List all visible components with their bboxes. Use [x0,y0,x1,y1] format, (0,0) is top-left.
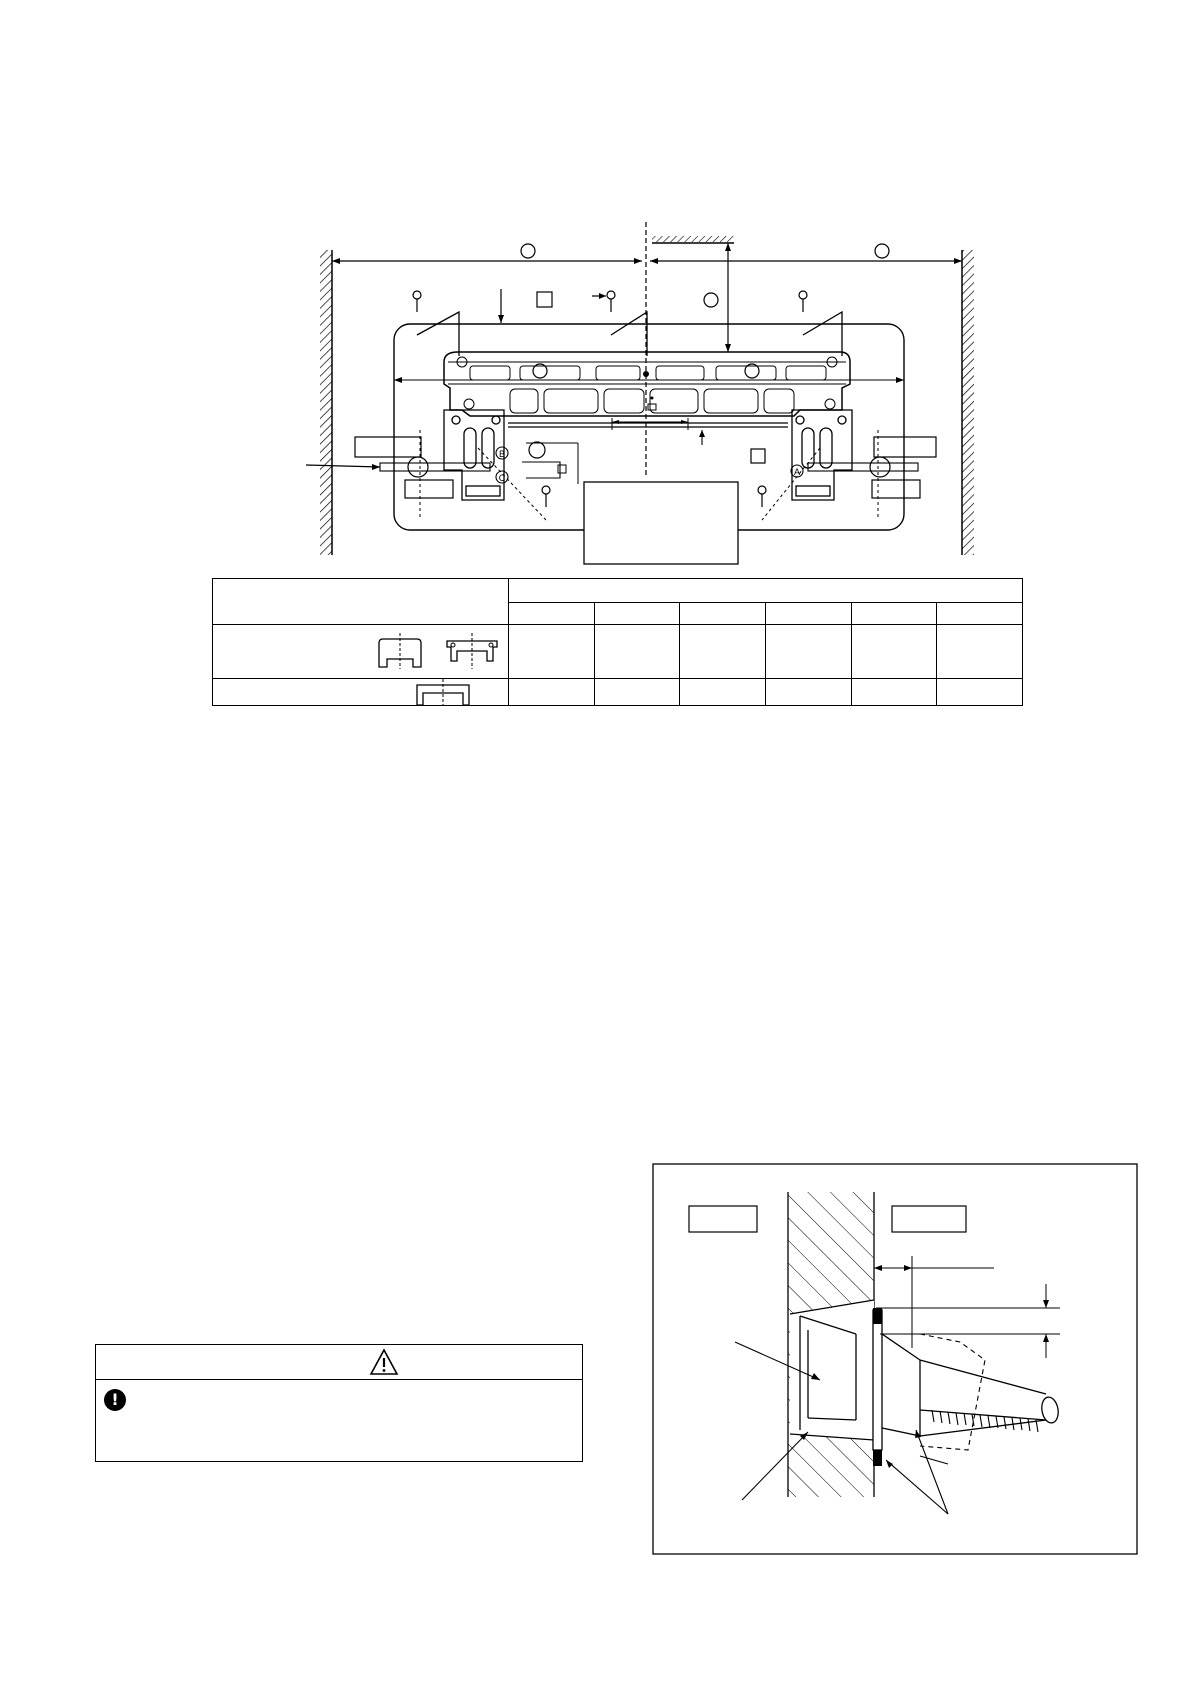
right-bracket [792,410,852,500]
bracket-icon [413,679,473,705]
table-cell [765,625,851,679]
warning-triangle-icon [369,1348,399,1376]
circled-letter-b: B [498,449,506,459]
table-subheader [680,603,766,625]
circle-marker-mid [529,442,545,458]
dimension-marker-right [875,244,889,258]
table-cell [937,679,1023,706]
dimension-marker-left [521,244,535,258]
circled-letter-a: A [793,467,801,477]
table-subheader [765,603,851,625]
table-cell [851,679,937,706]
label-box-left-top [355,437,421,457]
mounting-plate-diagram [0,0,1190,600]
table-cell [680,679,766,706]
circle-marker-top [704,293,718,307]
table-header-right [509,579,1023,603]
table-cell [509,679,595,706]
table-cell [937,625,1023,679]
label-box-indoor [892,1206,966,1232]
ceiling [652,236,734,242]
table-cell [851,625,937,679]
table-row-label [213,625,509,679]
spec-table [212,578,1023,706]
square-marker [537,292,552,307]
wall-section [788,1192,874,1497]
table-row [213,625,1023,679]
wall-diagram-frame [653,1164,1137,1554]
table-cell [680,625,766,679]
table-subheader [851,603,937,625]
table-cell [594,679,680,706]
label-box-outdoor [689,1206,757,1232]
label-box-left-bottom [405,480,453,498]
table-cell [509,625,595,679]
left-wall [320,250,332,555]
table-cell [765,679,851,706]
table-subheader [937,603,1023,625]
table-subheader [509,603,595,625]
label-box-right-bottom [872,480,920,498]
square-marker-2 [751,449,765,463]
mandatory-icon: ! [104,1389,126,1411]
bracket-icon [373,633,503,673]
right-wall [962,250,974,555]
centre-callout-box [584,482,738,564]
label-box-right-top [874,437,936,457]
circled-letter-c: C [498,473,506,483]
table-header-left [213,579,509,625]
table-row-label [213,679,509,706]
table-cell [594,625,680,679]
caution-header [96,1345,582,1380]
screw-icon [413,291,807,312]
table-subheader [594,603,680,625]
table-row [213,679,1023,706]
caution-box [95,1344,583,1462]
